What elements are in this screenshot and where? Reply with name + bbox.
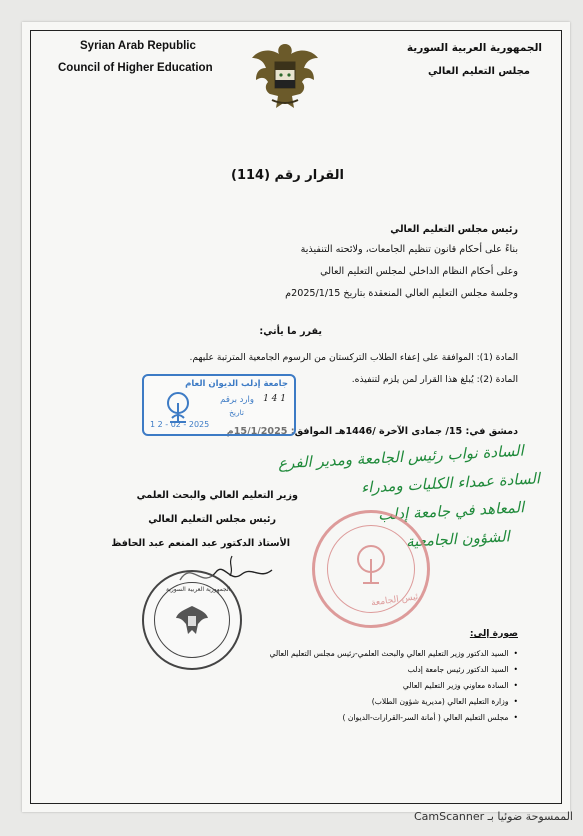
camscanner-footer: الممسوحة ضوئيا بـ CamScanner — [413, 810, 573, 823]
signatory-line-1: وزير التعليم العالي والبحث العلمي — [136, 490, 298, 501]
red-stamp-text: رئيس الجامعة — [370, 591, 424, 609]
tree-logo-icon — [160, 390, 196, 426]
article-1: المادة (1): الموافقة على إعفاء الطلاب التركستان من الرسوم الجامعية المترتبة عليهم. — [189, 352, 518, 363]
preamble-line-1: رئيس مجلس التعليم العالي — [390, 224, 518, 235]
incoming-stamp-line2: وارد برقم — [220, 395, 254, 405]
preamble-line-4: وجلسة مجلس التعليم العالي المنعقدة بتاريخ 2025/1/15م — [285, 288, 518, 299]
header-en-line2: Council of Higher Education — [58, 62, 213, 74]
handwritten-line-4: الشؤون الجامعية — [405, 527, 511, 551]
copies-list — [269, 646, 518, 726]
ministry-round-seal — [142, 570, 242, 670]
decision-title: القرار رقم (114) — [231, 168, 344, 183]
incoming-stamp-line1: جامعة إدلب الديوان العام — [185, 379, 288, 389]
handwritten-line-3: المعاهد في جامعة إدلب — [377, 498, 525, 524]
copies-item: • وزارة التعليم العالي (مديرية شؤون الطلاب) — [269, 694, 518, 710]
header-en-line1: Syrian Arab Republic — [80, 40, 196, 52]
preamble-line-2: بناءً على أحكام قانون تنظيم الجامعات، ولائحته التنفيذية — [300, 244, 518, 255]
copies-heading: صورة إلى: — [469, 628, 518, 639]
copies-item: • السادة معاوني وزير التعليم العالي — [269, 678, 518, 694]
decides-heading: يقرر ما يأتي: — [259, 326, 322, 337]
document-page — [22, 22, 570, 812]
date-line: دمشق في: 15/ جمادى الآخرة /1446هـ الموافق: 15/1/2025م — [226, 426, 518, 437]
copies-item: • السيد الدكتور وزير التعليم العالي والبحث العلمي-رئيس مجلس التعليم العالي — [269, 646, 518, 662]
tree-icon — [351, 543, 391, 587]
incoming-registry-stamp — [142, 374, 296, 436]
handwritten-line-1: السادة نواب رئيس الجامعة ومدير الفرع — [277, 441, 525, 473]
eagle-seal-icon — [174, 602, 210, 638]
signatory-line-2: رئيس مجلس التعليم العالي — [148, 514, 276, 525]
incoming-stamp-line3: تاريخ — [229, 408, 244, 417]
preamble-line-3: وعلى أحكام النظام الداخلي لمجلس التعليم العالي — [320, 266, 518, 277]
header-ar-line2: مجلس التعليم العالي — [428, 66, 530, 77]
round-seal-text: الجمهورية العربية السورية — [166, 586, 231, 593]
handwritten-line-2: السادة عمداء الكليات ومدراء — [360, 469, 541, 497]
header-ar-line1: الجمهورية العربية السورية — [406, 42, 542, 54]
article-2: المادة (2): يُبلغ هذا القرار لمن يلزم لتنفيذه. — [351, 374, 518, 385]
copies-item: • السيد الدكتور رئيس جامعة إدلب — [269, 662, 518, 678]
incoming-number: 1 4 1 — [263, 394, 286, 404]
university-president-stamp — [312, 510, 430, 628]
incoming-date: 1 2 - 02 - 2025 — [150, 420, 210, 429]
signatory-line-3: الأستاذ الدكتور عبد المنعم عبد الحافظ — [111, 538, 290, 549]
copies-item: • مجلس التعليم العالي ( أمانة السر-القرارات-الديوان ) — [269, 710, 518, 726]
eagle-emblem-icon — [248, 36, 322, 114]
